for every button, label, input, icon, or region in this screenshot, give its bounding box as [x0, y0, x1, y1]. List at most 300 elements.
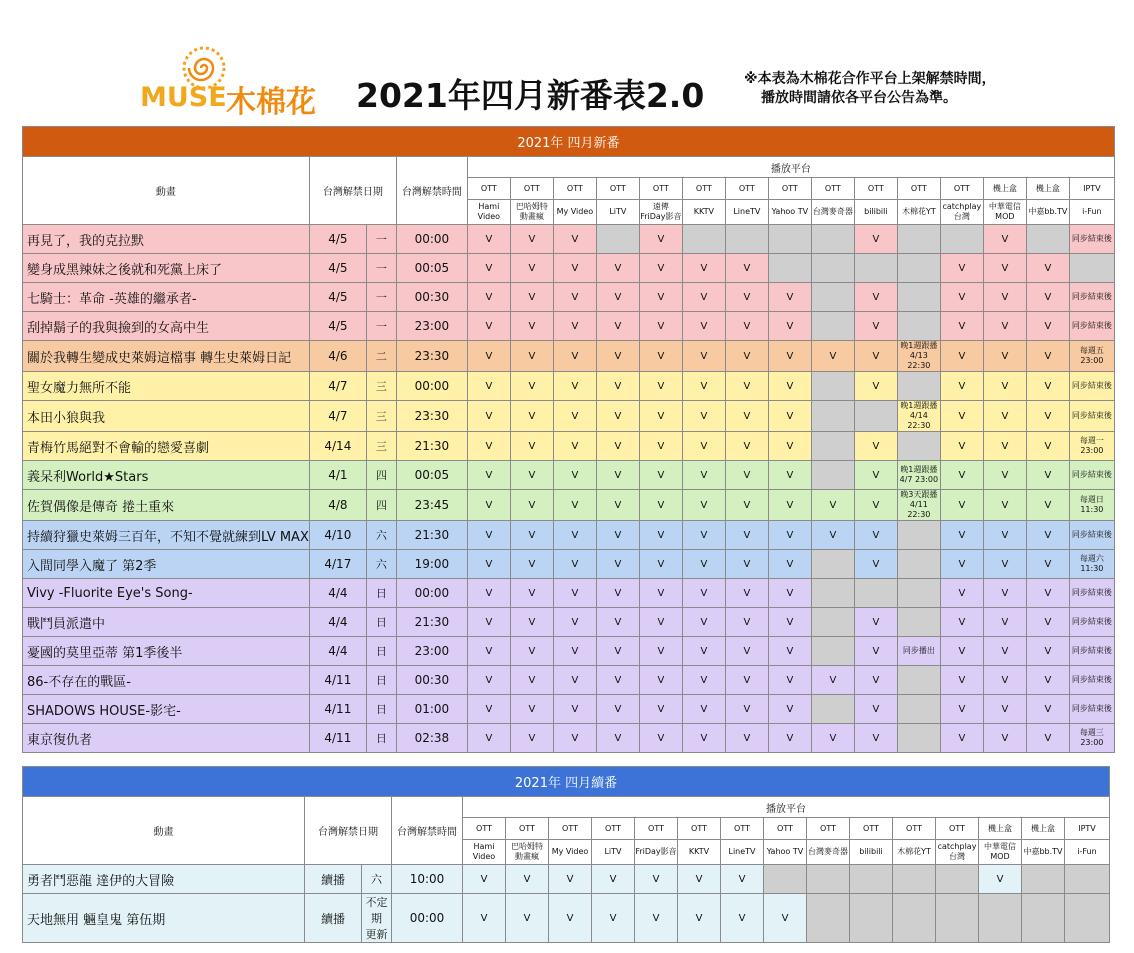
release-weekday: 一: [366, 254, 396, 283]
platform-name-1: Hami Video: [463, 840, 506, 865]
platform-type-6: OTT: [682, 178, 725, 200]
platform-cell: [936, 865, 979, 894]
release-date: 4/7: [309, 372, 366, 401]
platform-cell: V: [854, 372, 897, 401]
platform-cell: [811, 579, 854, 608]
release-date: 4/10: [309, 521, 366, 550]
platform-cell: 晚1週跟播 4/14 22:30: [897, 401, 940, 432]
platform-cell: V: [725, 372, 768, 401]
platform-cell: 同步結束後: [1069, 521, 1114, 550]
platform-cell: V: [463, 865, 506, 894]
platform-cell: V: [467, 401, 510, 432]
anime-row: [23, 550, 1115, 579]
platform-cell: V: [940, 695, 983, 724]
platform-cell: V: [553, 372, 596, 401]
header-time: 台灣解禁時間: [396, 157, 467, 225]
release-weekday: 六: [366, 550, 396, 579]
platform-cell: V: [467, 254, 510, 283]
platform-cell: V: [1026, 461, 1069, 490]
platform-cell: V: [768, 666, 811, 695]
release-time: 00:00: [396, 225, 467, 254]
platform-cell: V: [639, 432, 682, 461]
release-time: 00:00: [396, 372, 467, 401]
platform-cell: V: [768, 312, 811, 341]
platform-cell: 同步結束後: [1069, 401, 1114, 432]
anime-row: [23, 490, 1115, 521]
platform-cell: V: [768, 521, 811, 550]
platform-cell: V: [725, 254, 768, 283]
platform-cell: V: [596, 461, 639, 490]
platform-type-15: IPTV: [1065, 818, 1110, 840]
anime-row: [23, 312, 1115, 341]
platform-cell: V: [553, 461, 596, 490]
platform-cell: [1065, 894, 1110, 943]
platform-cell: V: [467, 608, 510, 637]
platform-cell: V: [639, 490, 682, 521]
platform-type-2: OTT: [506, 818, 549, 840]
platform-cell: V: [682, 521, 725, 550]
platform-cell: V: [682, 579, 725, 608]
platform-cell: 晚1週跟播 4/13 22:30: [897, 341, 940, 372]
platform-cell: [811, 550, 854, 579]
platform-cell: V: [940, 637, 983, 666]
platform-cell: V: [639, 724, 682, 753]
platform-cell: V: [682, 637, 725, 666]
platform-cell: V: [768, 490, 811, 521]
platform-cell: V: [768, 608, 811, 637]
platform-cell: V: [549, 865, 592, 894]
platform-cell: V: [979, 865, 1022, 894]
platform-cell: V: [467, 724, 510, 753]
platform-name-9: 台灣麥奇器: [811, 200, 854, 225]
header-anime: 動畫: [23, 797, 305, 865]
platform-cell: V: [1026, 341, 1069, 372]
platform-name-14: 中嘉bb.TV: [1022, 840, 1065, 865]
anime-row: [23, 225, 1115, 254]
release-date: 4/4: [309, 608, 366, 637]
anime-row: [23, 372, 1115, 401]
release-date: 4/4: [309, 637, 366, 666]
platform-cell: V: [983, 283, 1026, 312]
anime-row: [23, 341, 1115, 372]
platform-cell: [897, 521, 940, 550]
release-weekday: 不定期 更新: [362, 894, 392, 943]
platform-type-12: OTT: [936, 818, 979, 840]
release-weekday: 三: [366, 372, 396, 401]
release-date: 4/5: [309, 225, 366, 254]
platform-cell: [897, 312, 940, 341]
platform-cell: V: [639, 461, 682, 490]
platform-cell: V: [940, 283, 983, 312]
anime-title: 本田小狼與我: [23, 401, 310, 432]
platform-cell: V: [553, 254, 596, 283]
platform-cell: V: [639, 695, 682, 724]
platform-cell: V: [596, 490, 639, 521]
platform-cell: V: [940, 401, 983, 432]
release-time: 00:30: [396, 666, 467, 695]
platform-cell: V: [1026, 312, 1069, 341]
platform-cell: V: [854, 666, 897, 695]
platform-name-4: LiTV: [592, 840, 635, 865]
platform-cell: V: [1026, 432, 1069, 461]
platform-cell: V: [725, 401, 768, 432]
platform-cell: V: [768, 724, 811, 753]
platform-cell: V: [854, 461, 897, 490]
platform-cell: [979, 894, 1022, 943]
platform-cell: 同步結束後: [1069, 372, 1114, 401]
platform-cell: V: [940, 432, 983, 461]
platform-name-3: My Video: [549, 840, 592, 865]
platform-cell: V: [768, 432, 811, 461]
release-weekday: 六: [366, 521, 396, 550]
platform-type-1: OTT: [467, 178, 510, 200]
platform-cell: 每週日 11:30: [1069, 490, 1114, 521]
platform-cell: V: [596, 521, 639, 550]
platform-cell: V: [510, 579, 553, 608]
platform-cell: V: [983, 372, 1026, 401]
platform-cell: 同步結束後: [1069, 225, 1114, 254]
platform-cell: V: [510, 666, 553, 695]
platform-cell: [811, 372, 854, 401]
platform-type-10: OTT: [854, 178, 897, 200]
platform-cell: V: [510, 254, 553, 283]
platform-cell: V: [1026, 608, 1069, 637]
platform-cell: V: [553, 283, 596, 312]
release-date: 4/7: [309, 401, 366, 432]
platform-cell: V: [983, 550, 1026, 579]
anime-row: [23, 695, 1115, 724]
platform-name-7: LineTV: [721, 840, 764, 865]
platform-cell: V: [682, 490, 725, 521]
platform-cell: V: [549, 894, 592, 943]
platform-type-1: OTT: [463, 818, 506, 840]
platform-cell: [897, 225, 940, 254]
platform-name-8: Yahoo TV: [768, 200, 811, 225]
platform-cell: V: [592, 894, 635, 943]
platform-cell: V: [940, 461, 983, 490]
platform-cell: V: [682, 461, 725, 490]
platform-cell: V: [467, 283, 510, 312]
note-line-2: 播放時間請依各平台公告為準。: [761, 90, 957, 106]
release-weekday: 一: [366, 283, 396, 312]
platform-name-15: i-Fun: [1069, 200, 1114, 225]
platform-cell: [811, 637, 854, 666]
platform-cell: V: [811, 724, 854, 753]
platform-cell: V: [768, 283, 811, 312]
platform-cell: V: [596, 579, 639, 608]
platform-cell: V: [725, 724, 768, 753]
release-time: 01:00: [396, 695, 467, 724]
anime-row: [23, 608, 1115, 637]
platform-cell: V: [725, 608, 768, 637]
platform-cell: V: [1026, 666, 1069, 695]
anime-title: Vivy -Fluorite Eye's Song-: [23, 579, 310, 608]
platform-name-13: 中華電信 MOD: [983, 200, 1026, 225]
platform-cell: 同步結束後: [1069, 312, 1114, 341]
platform-cell: V: [553, 401, 596, 432]
platform-type-5: OTT: [635, 818, 678, 840]
platform-cell: V: [553, 579, 596, 608]
platform-cell: V: [768, 372, 811, 401]
platform-type-4: OTT: [592, 818, 635, 840]
platform-cell: 每週三 23:00: [1069, 724, 1114, 753]
platform-cell: V: [725, 432, 768, 461]
release-weekday: 日: [366, 579, 396, 608]
platform-type-8: OTT: [768, 178, 811, 200]
platform-cell: [897, 608, 940, 637]
platform-cell: [811, 432, 854, 461]
platform-cell: V: [553, 724, 596, 753]
platform-cell: [850, 894, 893, 943]
platform-cell: V: [1026, 637, 1069, 666]
anime-title: 憂國的莫里亞蒂 第1季後半: [23, 637, 310, 666]
platform-name-14: 中嘉bb.TV: [1026, 200, 1069, 225]
release-date: 4/11: [309, 695, 366, 724]
platform-cell: V: [463, 894, 506, 943]
platform-cell: V: [725, 521, 768, 550]
platform-cell: V: [983, 695, 1026, 724]
header-platforms: 播放平台: [463, 797, 1110, 818]
platform-cell: [768, 254, 811, 283]
anime-row: [23, 521, 1115, 550]
platform-cell: V: [553, 521, 596, 550]
platform-type-11: OTT: [893, 818, 936, 840]
platform-cell: 同步結束後: [1069, 608, 1114, 637]
platform-cell: V: [768, 401, 811, 432]
platform-cell: V: [596, 341, 639, 372]
platform-cell: V: [1026, 550, 1069, 579]
anime-title: 東京復仇者: [23, 724, 310, 753]
platform-cell: [1026, 225, 1069, 254]
platform-cell: V: [1026, 724, 1069, 753]
continued-anime-table: [22, 766, 1110, 943]
release-time: 00:30: [396, 283, 467, 312]
anime-title: 戰鬥員派遣中: [23, 608, 310, 637]
platform-name-5: 遠傳 FriDay影音: [639, 200, 682, 225]
platform-cell: V: [639, 608, 682, 637]
platform-cell: V: [682, 341, 725, 372]
platform-cell: V: [553, 695, 596, 724]
platform-cell: V: [1026, 579, 1069, 608]
anime-title: 變身成黑辣妹之後就和死黨上床了: [23, 254, 310, 283]
platform-cell: V: [510, 695, 553, 724]
platform-cell: V: [983, 432, 1026, 461]
platform-cell: [897, 550, 940, 579]
platform-cell: V: [983, 608, 1026, 637]
release-weekday: 日: [366, 724, 396, 753]
platform-cell: V: [940, 608, 983, 637]
platform-cell: [682, 225, 725, 254]
platform-cell: V: [1026, 254, 1069, 283]
anime-title: 天地無用 魎皇鬼 第伍期: [23, 894, 305, 943]
platform-type-6: OTT: [678, 818, 721, 840]
platform-cell: [850, 865, 893, 894]
platform-cell: V: [639, 225, 682, 254]
platform-cell: V: [596, 666, 639, 695]
platform-cell: V: [682, 666, 725, 695]
platform-name-13: 中華電信 MOD: [979, 840, 1022, 865]
platform-cell: 每週六 11:30: [1069, 550, 1114, 579]
section-title-bar: 2021年 四月續番: [23, 767, 1110, 797]
platform-cell: V: [639, 254, 682, 283]
release-date: 4/8: [309, 490, 366, 521]
platform-cell: V: [768, 341, 811, 372]
platform-cell: V: [983, 637, 1026, 666]
platform-name-11: 木棉花YT: [893, 840, 936, 865]
platform-cell: V: [854, 695, 897, 724]
platform-cell: V: [983, 521, 1026, 550]
platform-cell: V: [467, 550, 510, 579]
platform-cell: V: [854, 521, 897, 550]
platform-cell: 同步結束後: [1069, 461, 1114, 490]
platform-cell: [1065, 865, 1110, 894]
page-header: [0, 0, 1134, 125]
platform-cell: V: [768, 461, 811, 490]
platform-cell: [897, 666, 940, 695]
platform-cell: [596, 225, 639, 254]
platform-cell: V: [940, 579, 983, 608]
platform-cell: V: [682, 254, 725, 283]
anime-title: 青梅竹馬絕對不會輸的戀愛喜劇: [23, 432, 310, 461]
platform-cell: V: [639, 579, 682, 608]
platform-cell: V: [635, 894, 678, 943]
platform-name-3: My Video: [553, 200, 596, 225]
platform-type-13: 機上盒: [983, 178, 1026, 200]
platform-type-14: 機上盒: [1022, 818, 1065, 840]
platform-cell: 每週一 23:00: [1069, 432, 1114, 461]
anime-row: [23, 894, 1110, 943]
platform-cell: V: [725, 550, 768, 579]
header-date: 台灣解禁日期: [305, 797, 392, 865]
platform-cell: V: [553, 225, 596, 254]
platform-cell: V: [854, 724, 897, 753]
platform-cell: V: [768, 550, 811, 579]
anime-row: [23, 579, 1115, 608]
platform-cell: [854, 401, 897, 432]
platform-cell: V: [596, 401, 639, 432]
platform-cell: V: [467, 666, 510, 695]
platform-cell: V: [635, 865, 678, 894]
anime-title: 七騎士：革命 -英雄的繼承者-: [23, 283, 310, 312]
release-date: 4/11: [309, 666, 366, 695]
anime-title: 義呆利World★Stars: [23, 461, 310, 490]
platform-cell: V: [639, 637, 682, 666]
platform-cell: [725, 225, 768, 254]
release-weekday: 三: [366, 401, 396, 432]
release-time: 23:30: [396, 341, 467, 372]
platform-cell: V: [639, 283, 682, 312]
platform-cell: V: [682, 608, 725, 637]
anime-title: 持續狩獵史萊姆三百年，不知不覺就練到LV MAX: [23, 521, 310, 550]
platform-type-15: IPTV: [1069, 178, 1114, 200]
platform-cell: [811, 254, 854, 283]
platform-cell: [893, 894, 936, 943]
release-weekday: 一: [366, 225, 396, 254]
platform-cell: V: [725, 579, 768, 608]
platform-cell: [807, 865, 850, 894]
release-time: 23:30: [396, 401, 467, 432]
platform-cell: V: [467, 341, 510, 372]
platform-cell: [811, 695, 854, 724]
platform-cell: V: [592, 865, 635, 894]
platform-cell: V: [510, 283, 553, 312]
release-date: 4/5: [309, 283, 366, 312]
platform-type-11: OTT: [897, 178, 940, 200]
platform-cell: V: [639, 666, 682, 695]
platform-cell: V: [596, 372, 639, 401]
anime-title: 86-不存在的戰區-: [23, 666, 310, 695]
platform-cell: V: [1026, 283, 1069, 312]
platform-cell: V: [940, 724, 983, 753]
platform-cell: V: [596, 608, 639, 637]
platform-cell: 同步結束後: [1069, 695, 1114, 724]
platform-cell: 每週五 23:00: [1069, 341, 1114, 372]
platform-cell: V: [510, 312, 553, 341]
release-weekday: 日: [366, 666, 396, 695]
platform-type-5: OTT: [639, 178, 682, 200]
platform-cell: V: [725, 490, 768, 521]
platform-cell: V: [725, 461, 768, 490]
platform-cell: V: [510, 724, 553, 753]
anime-row: [23, 461, 1115, 490]
platform-cell: V: [682, 312, 725, 341]
platform-cell: V: [678, 865, 721, 894]
release-weekday: 三: [366, 432, 396, 461]
platform-type-9: OTT: [811, 178, 854, 200]
platform-cell: V: [596, 724, 639, 753]
platform-cell: [1022, 894, 1065, 943]
anime-row: [23, 254, 1115, 283]
platform-type-10: OTT: [850, 818, 893, 840]
release-time: 02:38: [396, 724, 467, 753]
platform-cell: V: [467, 490, 510, 521]
platform-cell: V: [725, 637, 768, 666]
platform-cell: V: [682, 550, 725, 579]
platform-name-10: bilibili: [850, 840, 893, 865]
platform-cell: V: [854, 550, 897, 579]
platform-name-4: LiTV: [596, 200, 639, 225]
platform-cell: V: [596, 550, 639, 579]
platform-cell: V: [682, 372, 725, 401]
release-date: 4/6: [309, 341, 366, 372]
platform-cell: V: [596, 312, 639, 341]
platform-name-7: LineTV: [725, 200, 768, 225]
anime-row: [23, 666, 1115, 695]
platform-cell: V: [506, 865, 549, 894]
platform-type-14: 機上盒: [1026, 178, 1069, 200]
platform-type-2: OTT: [510, 178, 553, 200]
platform-name-15: i-Fun: [1065, 840, 1110, 865]
platform-cell: [897, 724, 940, 753]
platform-cell: 同步結束後: [1069, 666, 1114, 695]
logo-muse-text: MUSE: [140, 82, 227, 113]
platform-cell: V: [854, 312, 897, 341]
release-time: 10:00: [392, 865, 463, 894]
platform-cell: 同步結束後: [1069, 579, 1114, 608]
platform-cell: V: [854, 490, 897, 521]
platform-name-12: catchplay 台灣: [936, 840, 979, 865]
platform-cell: V: [983, 490, 1026, 521]
release-weekday: 日: [366, 637, 396, 666]
platform-cell: [764, 865, 807, 894]
release-time: 00:05: [396, 461, 467, 490]
anime-row: [23, 637, 1115, 666]
platform-cell: V: [639, 341, 682, 372]
anime-row: [23, 865, 1110, 894]
release-time: 23:00: [396, 312, 467, 341]
release-time: 23:45: [396, 490, 467, 521]
page-title: 2021年四月新番表2.0: [356, 76, 705, 115]
